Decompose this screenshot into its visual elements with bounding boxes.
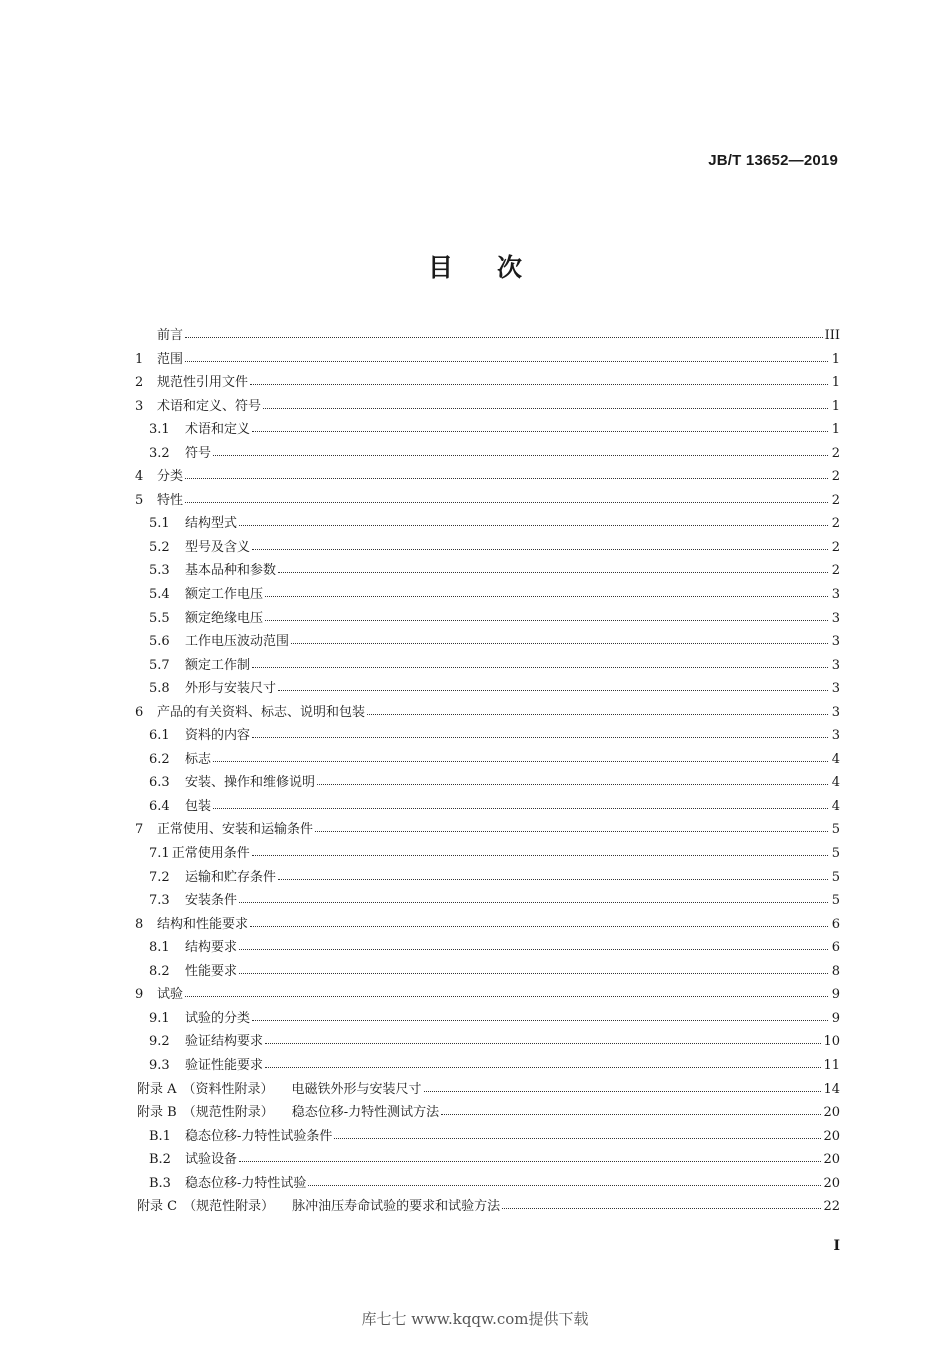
dot-leader: [239, 515, 828, 527]
toc-page-number: 14: [823, 1081, 840, 1097]
toc-entry[interactable]: [135, 630, 840, 654]
toc-entry-number: 6.2: [149, 751, 170, 767]
toc-entry[interactable]: [135, 418, 840, 442]
toc-entry[interactable]: [135, 960, 840, 984]
dot-leader: [278, 680, 828, 692]
toc-entry-number: 9.1: [149, 1010, 170, 1026]
toc-entry[interactable]: [135, 607, 840, 631]
toc-entry-number: 7: [135, 822, 144, 838]
toc-page-number: 2: [831, 539, 840, 555]
toc-entry-number: 4: [135, 469, 144, 485]
toc-entry-label: 稳态位移-力特性试验条件: [185, 1128, 333, 1144]
toc-entry[interactable]: [135, 1078, 840, 1102]
toc-page-number: 22: [823, 1199, 840, 1215]
toc-page-number: 6: [831, 916, 840, 932]
toc-entry[interactable]: [135, 442, 840, 466]
dot-leader: [250, 374, 828, 386]
dot-leader: [263, 398, 828, 410]
toc-entry[interactable]: [135, 583, 840, 607]
toc-entry-label: 额定工作制: [185, 657, 251, 673]
toc-entry-label: 资料的内容: [185, 728, 251, 744]
toc-entry-number: 5.5: [149, 610, 170, 626]
toc-page-number: 1: [831, 422, 840, 438]
dot-leader: [317, 774, 828, 786]
toc-page-number: 5: [831, 869, 840, 885]
toc-page-number: III: [824, 328, 840, 343]
toc-entry-number: 9: [135, 987, 144, 1003]
toc-page-number: 5: [831, 846, 840, 862]
toc-page-number: 1: [831, 351, 840, 367]
toc-entry[interactable]: [135, 983, 840, 1007]
dot-leader: [278, 869, 828, 881]
toc-page-number: 2: [831, 563, 840, 579]
toc-page-number: 2: [831, 516, 840, 532]
toc-entry-label: 电磁铁外形与安装尺寸: [291, 1081, 422, 1097]
dot-leader: [250, 916, 828, 928]
dot-leader: [441, 1104, 821, 1116]
toc-page-number: 3: [831, 681, 840, 697]
dot-leader: [278, 562, 828, 574]
toc-entry-number: 2: [135, 375, 144, 391]
toc-entry-label: 安装条件: [185, 893, 238, 909]
toc-entry-label: 运输和贮存条件: [185, 869, 277, 885]
toc-entry[interactable]: [135, 1195, 840, 1219]
dot-leader: [239, 963, 828, 975]
toc-entry[interactable]: [135, 1030, 840, 1054]
dot-leader: [265, 586, 828, 598]
dot-leader: [252, 1010, 828, 1022]
toc-entry-number: 6.4: [149, 798, 170, 814]
toc-entry-number: 8.1: [149, 940, 170, 956]
page-folio: I: [833, 1238, 840, 1254]
toc-page-number: 1: [831, 398, 840, 414]
toc-entry[interactable]: [135, 1148, 840, 1172]
dot-leader: [185, 468, 828, 480]
toc-entry[interactable]: [135, 677, 840, 701]
toc-entry-label: 结构型式: [185, 516, 238, 532]
toc-entry-number: 8: [135, 916, 144, 932]
toc-entry-label: 规范性引用文件: [157, 375, 249, 391]
toc-entry-number: 附录 B: [137, 1105, 177, 1121]
toc-page-number: 20: [823, 1105, 840, 1121]
toc-entry[interactable]: [135, 771, 840, 795]
dot-leader: [424, 1081, 822, 1093]
toc-entry[interactable]: [135, 536, 840, 560]
dot-leader: [252, 845, 828, 857]
toc-entry-label: 标志: [185, 751, 212, 767]
dot-leader: [265, 1033, 821, 1045]
toc-page-number: 20: [823, 1175, 840, 1191]
toc-entry-label: 术语和定义: [185, 422, 251, 438]
toc-entry-number: 3.2: [149, 445, 170, 461]
toc-appendix-kind: （资料性附录）: [182, 1081, 274, 1097]
toc-entry-label: 结构要求: [185, 940, 238, 956]
dot-leader: [213, 751, 828, 763]
table-of-contents: [135, 324, 840, 1219]
toc-entry-label: 外形与安装尺寸: [185, 681, 277, 697]
toc-page-number: 10: [823, 1034, 840, 1050]
dot-leader: [265, 1057, 821, 1069]
toc-entry-label: 额定绝缘电压: [185, 610, 264, 626]
toc-entry[interactable]: [135, 842, 840, 866]
toc-entry-number: 7.3: [149, 893, 170, 909]
toc-entry-label: 试验设备: [185, 1152, 238, 1168]
dot-leader: [334, 1128, 821, 1140]
toc-entry-label: 验证性能要求: [185, 1057, 264, 1073]
toc-entry-number: 附录 C: [137, 1199, 178, 1215]
toc-page-number: 4: [831, 751, 840, 767]
toc-entry-label: 符号: [185, 445, 212, 461]
toc-entry-number: 6.3: [149, 775, 170, 791]
toc-entry[interactable]: [135, 1125, 840, 1149]
toc-entry-label: 型号及含义: [185, 539, 251, 555]
toc-entry-label: 试验: [157, 987, 184, 1003]
toc-entry-label: 正常使用条件: [171, 846, 250, 862]
toc-entry-number: 3: [135, 398, 144, 414]
dot-leader: [252, 657, 828, 669]
dot-leader: [239, 892, 828, 904]
toc-entry-number: 5.1: [149, 516, 170, 532]
toc-entry-label: 范围: [157, 351, 184, 367]
toc-entry-label: 包装: [185, 798, 212, 814]
toc-page-number: 5: [831, 893, 840, 909]
toc-appendix-kind: （规范性附录）: [182, 1105, 274, 1121]
toc-page-number: 20: [823, 1152, 840, 1168]
toc-entry-label: 基本品种和参数: [185, 563, 277, 579]
toc-entry-number: 9.2: [149, 1034, 170, 1050]
dot-leader: [213, 798, 828, 810]
toc-page-number: 9: [831, 987, 840, 1003]
standard-number: JB/T 13652—2019: [708, 152, 838, 169]
toc-entry[interactable]: [135, 489, 840, 513]
toc-page-number: 3: [831, 728, 840, 744]
dot-leader: [252, 539, 828, 551]
toc-entry-number: 5.6: [149, 634, 170, 650]
toc-entry[interactable]: [135, 818, 840, 842]
toc-entry-number: 7.2: [149, 869, 170, 885]
toc-entry[interactable]: [135, 1172, 840, 1196]
dot-leader: [252, 727, 828, 739]
toc-entry-number: 5.3: [149, 563, 170, 579]
toc-entry-number: 6.1: [149, 728, 170, 744]
dot-leader: [367, 704, 828, 716]
toc-entry[interactable]: [135, 748, 840, 772]
toc-page-number: 8: [831, 963, 840, 979]
toc-entry-label: 分类: [157, 469, 184, 485]
toc-appendix-kind: （规范性附录）: [183, 1199, 275, 1215]
toc-entry-label: 稳态位移-力特性测试方法: [291, 1105, 440, 1121]
toc-entry[interactable]: [135, 1054, 840, 1078]
toc-entry[interactable]: [135, 348, 840, 372]
toc-page-number: 3: [831, 704, 840, 720]
toc-entry[interactable]: [135, 395, 840, 419]
toc-page-number: 4: [831, 798, 840, 814]
toc-entry-label: 额定工作电压: [185, 587, 264, 603]
toc-entry[interactable]: [135, 465, 840, 489]
toc-entry-label: 正常使用、安装和运输条件: [157, 822, 314, 838]
toc-entry-number: 附录 A: [137, 1081, 177, 1097]
dot-leader: [265, 610, 828, 622]
toc-entry-label: 验证结构要求: [185, 1034, 264, 1050]
toc-entry-label: 产品的有关资料、标志、说明和包装: [157, 704, 366, 720]
toc-entry[interactable]: [135, 724, 840, 748]
toc-page-number: 3: [831, 610, 840, 626]
dot-leader: [185, 986, 828, 998]
toc-entry-number: 5: [135, 492, 144, 508]
toc-entry-label: 试验的分类: [185, 1010, 251, 1026]
dot-leader: [239, 1151, 821, 1163]
dot-leader: [502, 1198, 821, 1210]
toc-page-number: 5: [831, 822, 840, 838]
dot-leader: [213, 445, 828, 457]
toc-page-number: 4: [831, 775, 840, 791]
toc-entry-label: 稳态位移-力特性试验: [185, 1175, 307, 1191]
toc-entry-label: 性能要求: [185, 963, 238, 979]
toc-entry-number: 5.8: [149, 681, 170, 697]
dot-leader: [185, 351, 828, 363]
toc-page-number: 2: [831, 492, 840, 508]
toc-entry-label: 安装、操作和维修说明: [185, 775, 316, 791]
toc-entry[interactable]: [135, 701, 840, 725]
toc-entry[interactable]: [135, 512, 840, 536]
toc-page-number: 3: [831, 634, 840, 650]
toc-entry-label: 结构和性能要求: [157, 916, 249, 932]
toc-entry[interactable]: [135, 1101, 840, 1125]
toc-entry[interactable]: [135, 1007, 840, 1031]
toc-entry[interactable]: [135, 866, 840, 890]
toc-entry[interactable]: [135, 324, 840, 348]
toc-entry-label: 术语和定义、符号: [157, 398, 262, 414]
dot-leader: [239, 939, 828, 951]
toc-entry-number: 7.1: [149, 846, 170, 862]
toc-entry[interactable]: [135, 654, 840, 678]
toc-entry-number: 8.2: [149, 963, 170, 979]
toc-page-number: 9: [831, 1010, 840, 1026]
toc-page-number: 20: [823, 1128, 840, 1144]
page-title: 目次: [427, 253, 566, 282]
toc-page-number: 11: [823, 1057, 840, 1073]
toc-page-number: 2: [831, 469, 840, 485]
dot-leader: [315, 821, 828, 833]
dot-leader: [185, 492, 828, 504]
toc-entry-number: B.1: [149, 1128, 171, 1144]
toc-entry[interactable]: [135, 371, 840, 395]
toc-entry[interactable]: [135, 936, 840, 960]
toc-entry[interactable]: [135, 795, 840, 819]
toc-entry-number: B.2: [149, 1152, 171, 1168]
toc-entry-number: 5.4: [149, 587, 170, 603]
toc-entry[interactable]: [135, 889, 840, 913]
toc-entry-number: 5.2: [149, 539, 170, 555]
dot-leader: [252, 421, 828, 433]
toc-entry-number: 5.7: [149, 657, 170, 673]
toc-entry-number: 6: [135, 704, 144, 720]
toc-entry-number: B.3: [149, 1175, 171, 1191]
toc-page-number: 3: [831, 587, 840, 603]
download-footer: 库七七 www.kqqw.com提供下载: [361, 1310, 589, 1328]
toc-entry-number: 9.3: [149, 1057, 170, 1073]
toc-entry-label: 前言: [157, 328, 184, 343]
toc-entry[interactable]: [135, 913, 840, 937]
dot-leader: [308, 1175, 821, 1187]
toc-entry-number: 3.1: [149, 422, 170, 438]
dot-leader: [185, 327, 823, 339]
toc-page-number: 2: [831, 445, 840, 461]
toc-entry-label: 工作电压波动范围: [185, 634, 290, 650]
toc-entry-label: 特性: [157, 492, 184, 508]
toc-page-number: 6: [831, 940, 840, 956]
toc-entry-label: 脉冲油压寿命试验的要求和试验方法: [292, 1199, 501, 1215]
toc-entry[interactable]: [135, 559, 840, 583]
dot-leader: [291, 633, 828, 645]
toc-entry-number: 1: [135, 351, 144, 367]
toc-page-number: 1: [831, 375, 840, 391]
toc-page-number: 3: [831, 657, 840, 673]
